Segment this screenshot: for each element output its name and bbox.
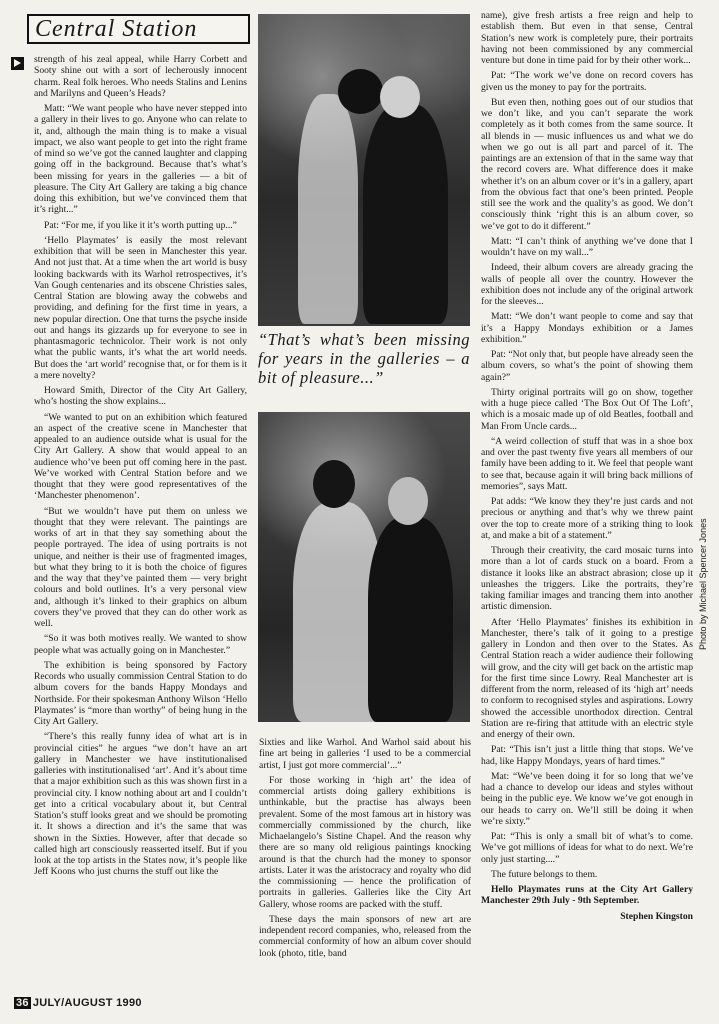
paragraph: name), give fresh artists a free reign and help to establish them. But even in that sense, Central Station’s new work is completely pure, their portraits having not been commissioned by any commercial venture but done in time paid for by their other work... — [481, 10, 693, 66]
paragraph: “So it was both motives really. We wanted to show people what was actually going on in Manchester.” — [34, 633, 247, 656]
paragraph: Pat: “This is only a small bit of what’s to come. We’ve got millions of ideas for what to do next. We’re only just starting....” — [481, 831, 693, 865]
column-3 — [481, 10, 693, 1010]
photo-credit: Photo by Michael Spencer Jones — [698, 518, 708, 650]
paragraph: Hello Playmates runs at the City Art Gallery Manchester 29th July - 9th September. — [481, 884, 693, 907]
paragraph: Matt: “We don’t want people to come and say that it’s a Happy Mondays exhibition or a James exhibition.” — [481, 311, 693, 345]
paragraph: “A weird collection of stuff that was in a shoe box and over the past twenty five years all members of our family have been adding to it. We feel that people want to see that, because again it will bring back millions of memories”, says Matt. — [481, 435, 693, 492]
pull-quote: “That’s what’s been missing for years in the galleries – a bit of pleasure...” — [258, 330, 470, 387]
issue-date: JULY/AUGUST 1990 — [32, 997, 142, 1009]
paragraph: The future belongs to them. — [491, 868, 598, 880]
paragraph: Through their creativity, the card mosaic turns into more than a lot of cards stuck on a board. From a distance it looks like an abstract abrasion; close up it unleashes the triggers. Like the portraits, they’re taking familiar images and trancing them into another artistic dimension. — [481, 545, 693, 613]
paragraph: For those working in ‘high art’ the idea of commercial artists doing gallery exhibitions is unthinkable, but the practise has always been prevalent. Some of the most famous art in history was commercially commissioned by the church, like Michaelangelo’s Sistine Chapel. And the reason why there are so many old religious paintings knocking around is that the church had the money to sponsor artists. Later it was the aristocracy and royalty who did the commissioning — hence the prolification of portraits in galleries. Galleries like the City Art Gallery, whose rooms are packed with the stuff. — [259, 774, 471, 910]
paragraph: Indeed, their album covers are already gracing the walls of people all over the country. However the exhibition does not include any of the original artwork for the sleeves... — [481, 262, 693, 307]
photo-bottom — [258, 412, 470, 722]
column-2 — [259, 737, 471, 1007]
arrow-marker-icon — [11, 57, 24, 70]
paragraph: Pat: “Not only that, but people have already seen the album covers, so what’s the point of showing them again?” — [481, 349, 693, 383]
paragraph: Matt: “We want people who have never stepped into a gallery in their lives to go. Anyone who can relate to it, and, although the main thing is to make a visual impact, we also want people to get into the right frame of mind so we’ve got the canned laughter and clapping going off in the background. Because that’s what’s been missing for years in the galleries — a bit of pleasure. The City Art Gallery are taking a big chance doing this exhibition, but we’ve convinced them that it’s right...” — [34, 103, 247, 216]
paragraph: ‘Hello Playmates’ is easily the most relevant exhibition that will be seen in Manchester this year. And not just that. At a time when the art world is busy looking backwards with its Warhol retrospectives, it’s Van Gough centenaries and its obscene Christies sales, Central Station are blowing away the cobwebs and providing, and defining for the first time in years, a new popular direction. One that turns the psyche inside out and hangs its gizzards up for everyone to see in phantasmagoric technicolor. Their work is not only what the public wants, it’s what the art world needs. But does the ‘art world’ recognise that, or for them is it a mere novelty? — [34, 234, 247, 381]
page-number: 36 — [16, 997, 29, 1009]
article-title: Central Station — [35, 15, 198, 42]
column-1 — [34, 54, 247, 1004]
paragraph: After ‘Hello Playmates’ finishes its exhibition in Manchester, there’s talk of it going to a prestige gallery in London and then over to the States. As Central Station reach a wider audience their following will grow, and the city will get back on the artistic map for the first time since Lowry. Real Manchester art is different from the norm, released of its ‘high art’ needs to conform to recognised styles and aspirations. Lowry showed the accessible unorthodox direction. Central Station are re-firing that attitude with an electric style and energy of their own. — [481, 616, 693, 740]
paragraph: Howard Smith, Director of the City Art Gallery, who’s hosting the show explains... — [34, 385, 247, 408]
byline: Stephen Kingston — [620, 910, 693, 922]
paragraph: Sixties and like Warhol. And Warhol said about his fine art being in galleries ‘I used to be a commercial artist, I just got more commercial’...” — [259, 737, 471, 771]
paragraph: “There’s this really funny idea of what art is in provincial cities” he argues “we don’t have an art gallery in Manchester we have institutionalised galleries with institutionalised ‘art’. And it’s about time that a major exhibition such as this was shown first in a provincial city. I know nothing about art and I couldn’t get into a critical vocabulary about it, but Central Station’s stuff looks great and we should be promoting it. It shows a direction and it’s the same that was shown in the Sixties. However, after that decade so called high art consciously reasserted itself. But if you look at the top artists in the States now, it’s people like Jeff Koons who just churns the stuff out like the — [34, 731, 247, 878]
paragraph: Pat: “The work we’ve done on record covers has given us the money to pay for the portraits. — [481, 70, 693, 93]
paragraph: “But we wouldn’t have put them on unless we thought that they were relevant. The paintings are works of art in that they say something about the people portrayed. The idea of using portraits is not unique, and neither is their use of fragmented images, but what they bring to it is both the choice of figures and the way that they’ve painted them — very bright colours and bold outlines. It’s a very personal view and, although it’s linked to their graphics on album covers they’ve proved that they can do other work as well. — [34, 505, 247, 629]
paragraph: strength of his zeal appeal, while Harry Corbett and Sooty shine out with a sort of lecherously innocent charm. Real folk heroes. Who needs Stalins and Lenins and Marilyns and Queen’s Heads? — [34, 54, 247, 99]
paragraph: The exhibition is being sponsored by Factory Records who usually commission Central Station to do album covers for the bands Happy Mondays and Northside. For their spokesman Anthony Wilson ‘Hello Playmates’ is “more than worthy” of being hung in the City Art Gallery. — [34, 659, 247, 727]
paragraph: These days the main sponsors of new art are independent record companies, who, released from the commercial conformity of how an album cover should look (photo, title, band — [259, 913, 471, 959]
photo-top — [258, 14, 470, 326]
paragraph: Pat adds: “We know they they’re just cards and not precious or anything and that’s why we threw paint over the top to create more of a striking thing to look at, and make a bit of a statement.” — [481, 496, 693, 541]
paragraph: But even then, nothing goes out of our studios that we don’t like, and you can’t separate the work completely as it both comes from the same source. It all blends in — music influences us and what we do when we go out is all part and parcel of it. The paintings are an extension of that in the same way that the record covers are. What difference does it make whether it’s on an album cover or it’s in a gallery, apart from the obvious fact that one’s been printed. People still see the work and the quality’s as good. We don’t consciously think ‘right this is an album cover, so we’ve got to do it different.” — [481, 96, 693, 232]
paragraph: “We wanted to put on an exhibition which featured an aspect of the creative scene in Manchester that appealed to an audience outside what is usual for the City Art Gallery. A show that would appeal to an audience who’ve been put off coming here in the past. We’ve worked with Central Station before and we thought that they were good representatives of the ‘Manchester phenomenon’. — [34, 411, 247, 502]
page-footer — [14, 997, 142, 1009]
paragraph: Pat: “This isn’t just a little thing that stops. We’ve had, like Happy Mondays, years of hard times.” — [481, 744, 693, 767]
paragraph: Thirty original portraits will go on show, together with a huge piece called ‘The Box Out Of The Loft’, which is a mosaic made up of old Beatles, football and Man From Uncle cards... — [481, 386, 693, 432]
article-title-box — [27, 14, 250, 44]
paragraph: Matt: “I can’t think of anything we’ve done that I wouldn’t have on my wall...” — [481, 235, 693, 258]
paragraph: Pat: “For me, if you like it it’s worth putting up...” — [44, 219, 237, 231]
paragraph: Mat: “We’ve been doing it for so long that we’ve had a chance to develop our ideas and styles without being in the public eye. We know we’ve got enough in our heads to carry on. We’ll still be doing it when we’re sixty.” — [481, 770, 693, 827]
